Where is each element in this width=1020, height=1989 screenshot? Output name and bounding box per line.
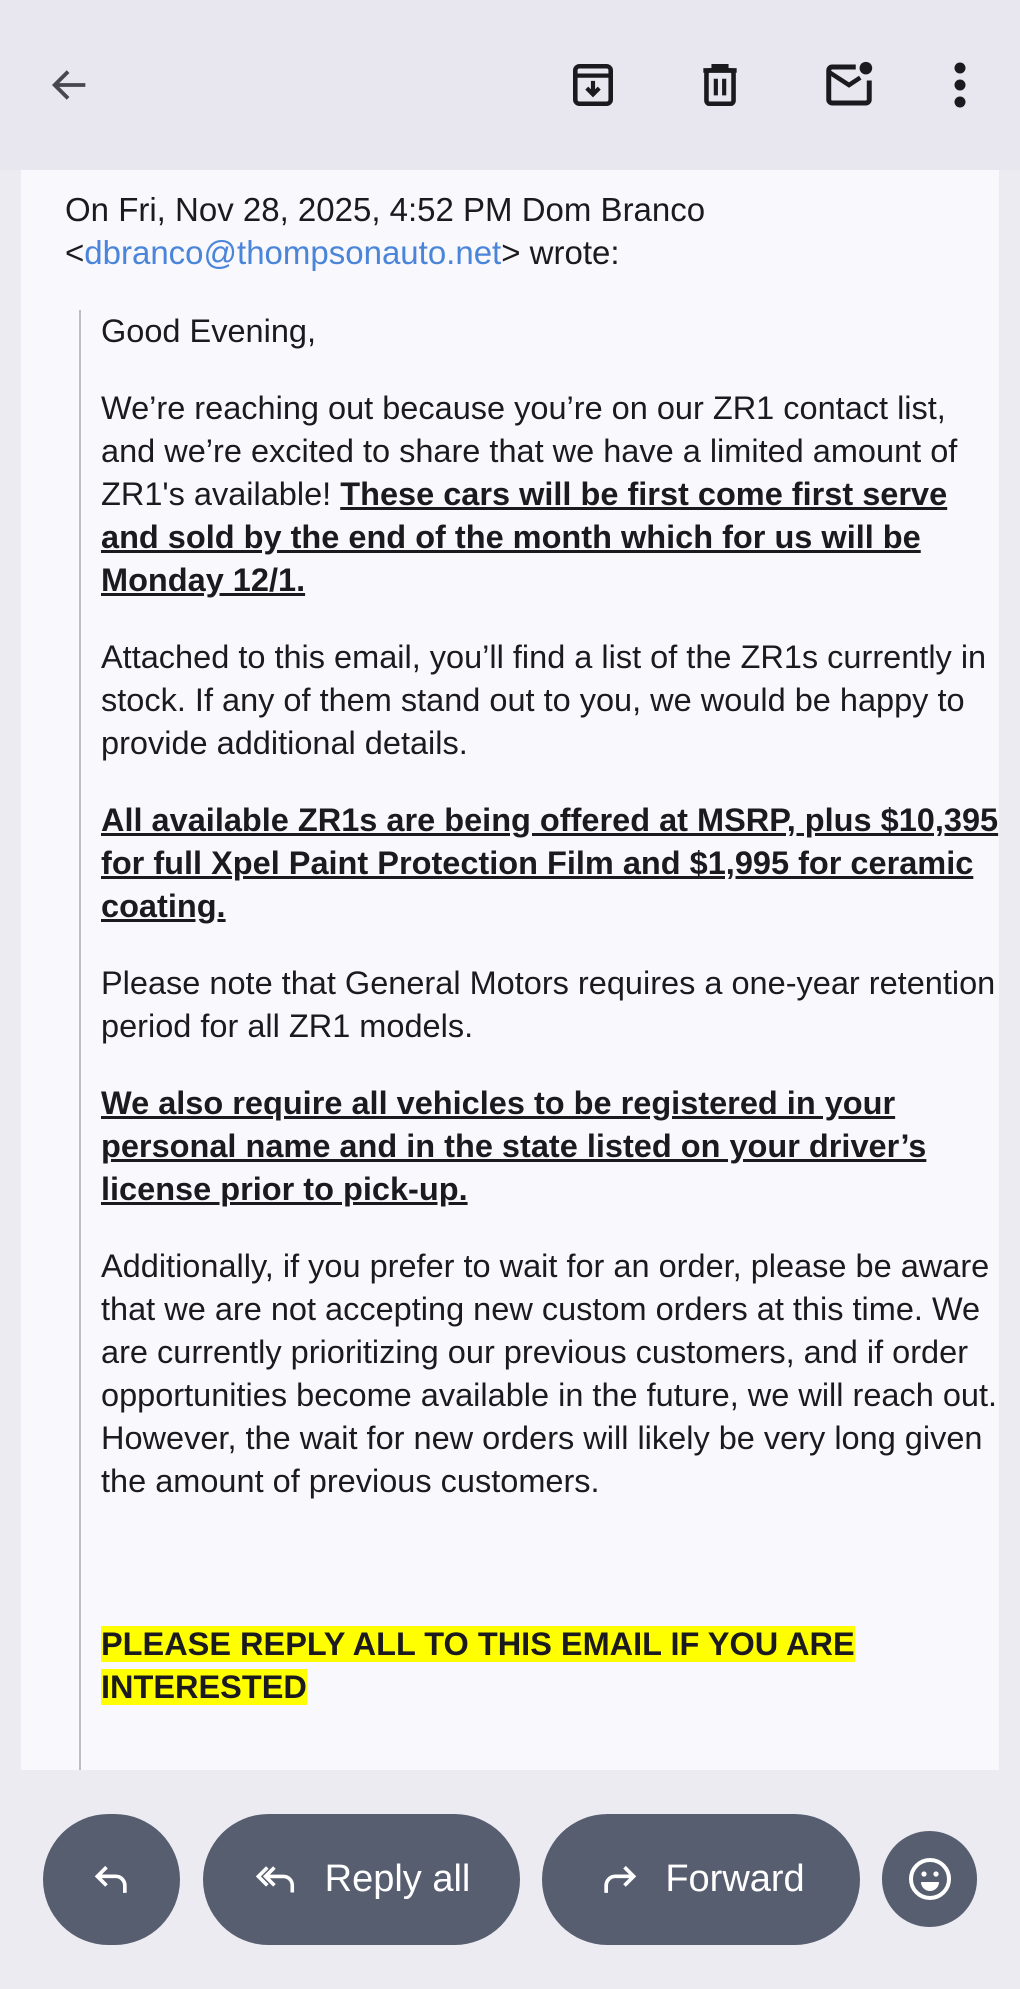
emoji-reaction-button[interactable] [882, 1831, 977, 1927]
top-app-bar [0, 0, 1020, 170]
reply-all-icon [253, 1858, 303, 1902]
highlighted-reply-notice: PLEASE REPLY ALL TO THIS EMAIL IF YOU ARE INTERESTED [101, 1626, 855, 1705]
paragraph-orders: Additionally, if you prefer to wait for an order, please be aware that we are not accepting new custom orders at this time. We are currently prioritizing our previous customers, and if order opportunities become available in the future, we will reach out. However, the wait for new orders will likely be very long given the amount of previous customers. [101, 1248, 998, 1499]
email-body [21, 170, 999, 1770]
pricing-bold-text: All available ZR1s are being offered at MSRP, plus $10,395 for full Xpel Paint Protection Film and $1,995 for ceramic coating. [101, 802, 999, 924]
intro-bold-text: These cars will be first come first serve and sold by the end of the month which for us will be Monday 12/1. [101, 476, 948, 598]
attribution-text: On Fri, Nov 28, 2025, 4:52 PM Dom Branco [65, 191, 706, 228]
paragraph-reply-all [101, 1623, 1001, 1709]
intro-text: We’re reaching out because you’re on our ZR1 contact list, and we’re excited to share that we have a limited amount of ZR1's available! [101, 390, 958, 512]
paragraph-registration [101, 1082, 1001, 1211]
sender-email-link[interactable]: dbranco@thompsonauto.net [84, 234, 502, 271]
mark-unread-icon[interactable] [818, 55, 880, 115]
paragraph-intro [101, 387, 1001, 602]
reply-button[interactable] [43, 1814, 180, 1945]
attribution-suffix: > wrote: [501, 234, 620, 271]
quoted-message [79, 310, 1001, 1770]
registration-bold-text: We also require all vehicles to be registered in your personal name and in the state listed on your driver’s license prior to pick-up. [101, 1085, 927, 1207]
more-icon[interactable] [935, 55, 985, 115]
forward-icon [597, 1858, 641, 1902]
forward-button[interactable] [542, 1814, 860, 1945]
forward-label: Forward [665, 1858, 805, 1900]
paragraph-attachment: Attached to this email, you’ll find a list of the ZR1s currently in stock. If any of them stand out to you, we would be happy to provide additional details. [101, 639, 987, 761]
quote-attribution [65, 188, 965, 274]
back-icon[interactable] [40, 55, 100, 115]
delete-icon[interactable] [690, 55, 750, 115]
paragraph-retention: Please note that General Motors requires a one-year retention period for all ZR1 models. [101, 965, 996, 1044]
attribution-lt: < [65, 234, 85, 271]
reply-all-label: Reply all [324, 1858, 471, 1900]
reply-all-button[interactable] [203, 1814, 520, 1945]
archive-icon[interactable] [563, 55, 623, 115]
greeting: Good Evening, [101, 313, 317, 349]
paragraph-pricing [101, 799, 1001, 928]
reply-icon [90, 1858, 134, 1902]
emoji-icon [906, 1855, 954, 1903]
